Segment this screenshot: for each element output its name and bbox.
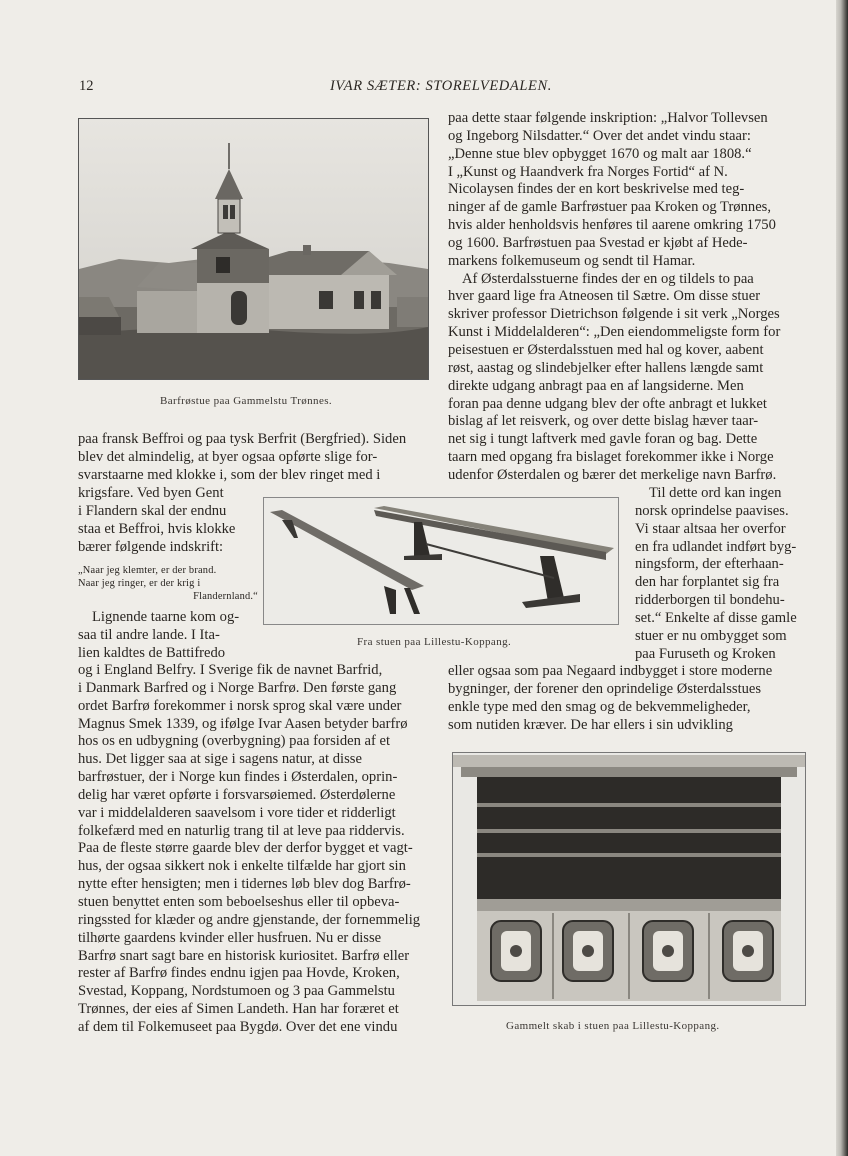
text-line: røst, aastag og slindebjelker efter hallens længde samt: [448, 359, 764, 376]
text-line: i Danmark Barfred og i Norge Barfrø. Den første gang: [78, 679, 397, 696]
text-line: ninger af de gamle Barfrøstuer paa Kroken og Trønnes,: [448, 199, 772, 216]
text-line: hos os en udbygning (overbygning) paa forsiden af et: [78, 733, 391, 750]
text-line: Vi staar altsaa her overfor: [635, 520, 786, 537]
text-line: Lignende taarne kom og-: [92, 609, 240, 625]
text-line: barfrøstuer, der i Norge kun findes i Østerdalen, oprin-: [78, 769, 398, 786]
text-line: Barfrø snart sagt bare en historisk kuriositet. Barfrø eller: [78, 947, 410, 964]
text-line: foran paa denne udgang blev der ofte anbragt et lukket: [448, 395, 767, 412]
text-line: hus. Det ligger saa at sige i sagens natur, at disse: [78, 751, 362, 768]
text-line: skriver professor Dietrichson følgende i sit verk „Norges: [448, 306, 780, 323]
text-line: lien kaldtes de Battifredo: [78, 644, 226, 661]
text-line: krigsfare. Ved byen Gent: [78, 485, 224, 501]
book-spine-edge: [836, 0, 848, 1156]
text-line: hus, der ogsaa sikkert nok i enkelte tilfælde har gjort sin: [78, 858, 406, 875]
text-line: Paa de fleste større gaarde blev der derfor bygget et vagt-: [78, 840, 413, 857]
text-line: Kunst i Middelalderen“: „Den eiendommeligste form for: [448, 324, 781, 341]
text-line: paa dette staar følgende inskription: „Halvor Tollevsen: [448, 110, 768, 126]
text-line: peisestuen er Østerdalsstuen med hal og kover, aabent: [448, 341, 764, 358]
text-line: hvis alder henholdsvis henføres til aarene omkring 1750: [448, 217, 776, 234]
text-line: Af Østerdalsstuerne findes der en og tildels to paa: [462, 270, 754, 287]
quote-line: „Naar jeg klemter, er der brand.: [78, 565, 217, 576]
bell-inscription-quote: [78, 564, 258, 603]
text-line: i Flandern skal der endnu: [78, 502, 227, 519]
text-line: I „Kunst og Haandverk fra Norges Fortid“ af N.: [448, 163, 728, 180]
text-line: tilhørte gaardens kvinder eller husfruen. Nu er disse: [78, 929, 382, 946]
left-column-narrow-after-quote: [78, 609, 248, 663]
text-line: markens folkemuseum og sendt til Hamar.: [448, 252, 696, 269]
text-line: norsk oprindelse paavises.: [635, 502, 789, 519]
figure-caption-benches: Fra stuen paa Lillestu-Koppang.: [357, 636, 512, 648]
right-column-top-text: [448, 110, 804, 485]
text-line: Til dette ord kan ingen: [649, 485, 782, 501]
photo-barfrostue: [78, 118, 429, 380]
text-line: Magnus Smek 1339, og ifølge Ivar Aasen betyder barfrø: [78, 715, 408, 732]
text-line: „Denne stue blev opbygget 1670 og malt aar 1808.“: [448, 145, 752, 162]
right-column-narrow-text: [635, 485, 804, 663]
text-line: direkte udgang anbragt paa en af langsiderne. Men: [448, 377, 744, 394]
text-line: stuer er nu ombygget som: [635, 627, 787, 644]
text-line: enkle type med den smag og de bekvemmeligheder,: [448, 698, 751, 715]
page-number: 12: [79, 78, 94, 94]
photo-benches: [263, 497, 619, 625]
text-line: delig har været opførte i forsvarsøiemed. Østerdølerne: [78, 786, 396, 803]
text-line: bærer følgende indskrift:: [78, 538, 224, 555]
quote-line: Naar jeg ringer, er der krig i: [78, 578, 201, 589]
text-line: en fra udlandet indført byg-: [635, 538, 797, 555]
text-line: Nicolaysen findes der en kort beskrivelse med teg-: [448, 181, 745, 198]
text-line: som nutiden kræver. De har ellers i sin udvikling: [448, 716, 733, 733]
text-line: saa til andre lande. I Ita-: [78, 626, 220, 643]
left-column-wide-text: [78, 431, 430, 485]
text-line: hver gaard lige fra Atneosen til Sætre. Om disse stuer: [448, 288, 761, 305]
text-line: net sig i tungt laftverk med gavle foran og bag. Dette: [448, 431, 758, 448]
text-line: bislag af let reisverk, og over dette bislag hæver taar-: [448, 413, 759, 430]
text-line: var i middelalderen saavelsom i vore tider et ridderligt: [78, 804, 396, 821]
text-line: eller ogsaa som paa Negaard indbygget i store moderne: [448, 663, 773, 679]
text-line: og i England Belfry. I Sverige fik de navnet Barfrid,: [78, 662, 383, 678]
text-line: ningsform, der efterhaan-: [635, 556, 784, 573]
left-column-narrow-text: [78, 485, 248, 556]
text-line: ordet Barfrø forekommer i norsk sprog skal være under: [78, 697, 402, 714]
text-line: den har forplantet sig fra: [635, 574, 780, 591]
text-line: bygninger, der forener den oprindelige Østerdalsstues: [448, 680, 762, 697]
text-line: udenfor Østerdalen og bærer det merkelige navn Barfrø.: [448, 466, 777, 483]
text-line: Svestad, Koppang, Nordstumoen og 3 paa Gammelstu: [78, 983, 395, 1000]
quote-line: Flandernland.“: [193, 591, 258, 602]
text-line: af dem til Folkemuseet paa Bygdø. Over det ene vindu: [78, 1018, 398, 1035]
running-title: IVAR SÆTER: STORELVEDALEN.: [330, 78, 552, 94]
text-line: ridderborgen til bondehu-: [635, 592, 785, 609]
text-line: blev det almindelig, at byer ogsaa opførte slige for-: [78, 448, 378, 465]
text-line: folkefærd med en naturlig trang til at leve paa riddervis.: [78, 822, 405, 839]
text-line: og Ingeborg Nilsdatter.“ Over det andet vindu staar:: [448, 127, 751, 144]
text-line: og 1600. Barfrøstuen paa Svestad er kjøbt af Hede-: [448, 234, 748, 251]
text-line: stuen benyttet enten som beboelseshus eller til opbeva-: [78, 893, 400, 910]
text-line: staa et Beffroi, hvis klokke: [78, 520, 236, 537]
left-column-bottom-text: [78, 662, 430, 1037]
text-line: rester af Barfrø findes endnu igjen paa Hovde, Kroken,: [78, 965, 400, 982]
text-line: Trønnes, der eies af Simen Landeth. Han har foræret et: [78, 1001, 399, 1018]
photo-cabinet: [452, 752, 806, 1006]
text-line: paa Furuseth og Kroken: [635, 645, 776, 662]
figure-caption-barfrostue: Barfrøstue paa Gammelstu Trønnes.: [160, 395, 333, 407]
text-line: svarstaarne med klokke i, som der blev ringet med i: [78, 466, 381, 483]
text-line: paa fransk Beffroi og paa tysk Berfrit (Bergfried). Siden: [78, 431, 407, 447]
text-line: ringssted for klæder og andre gjenstande, der fornemmelig: [78, 911, 421, 928]
text-line: nytte efter hensigten; men i tidernes løb blev dog Barfrø-: [78, 876, 411, 893]
text-line: taarn med opgang fra bislaget forekommer ikke i Norge: [448, 449, 774, 466]
right-column-bottom-text: [448, 663, 804, 734]
figure-caption-cabinet: Gammelt skab i stuen paa Lillestu-Koppang.: [506, 1020, 720, 1032]
text-line: set.“ Enkelte af disse gamle: [635, 609, 797, 626]
